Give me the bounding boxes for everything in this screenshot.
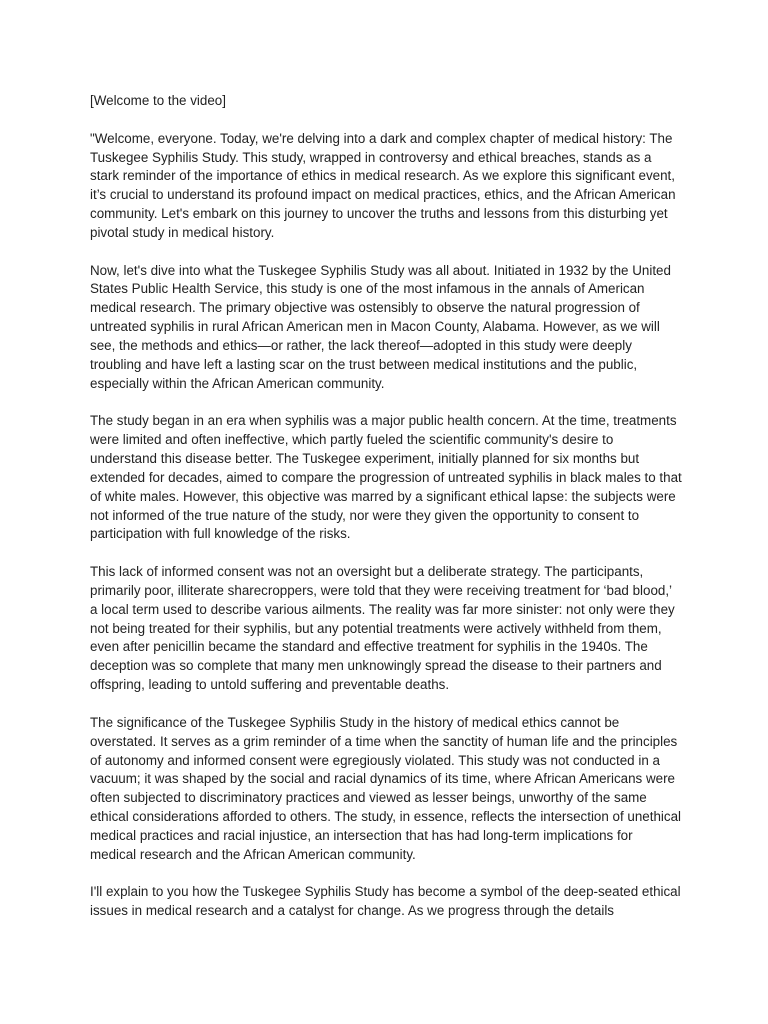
paragraph-intro-marker: [Welcome to the video] [90, 93, 226, 108]
document-page [90, 92, 682, 940]
paragraph-significance: The significance of the Tuskegee Syphilis Study in the history of medical ethics cannot be overstated. It serves as a grim reminder of a time when the sanctity of human life and the principles of autonomy and informed consent were egregiously violated. This study was not conducted in a vacuum; it was shaped by the social and racial dynamics of its time, where African Americans were often subjected to discriminatory practices and viewed as lesser beings, unworthy of the same ethical considerations afforded to others. The study, in essence, reflects the intersection of unethical medical practices and racial injustice, an intersection that has had long-term implications for medical research and the African American community. [90, 714, 682, 862]
paragraph-symbol: I'll explain to you how the Tuskegee Syphilis Study has become a symbol of the deep-seated ethical issues in medical research and a catalyst for change. As we progress through the details [90, 884, 681, 919]
paragraph-welcome: "Welcome, everyone. Today, we're delving into a dark and complex chapter of medical history: The Tuskegee Syphilis Study. This study, wrapped in controversy and ethical breaches, stands as a stark reminder of the importance of ethics in medical research. As we explore this significant event, it’s crucial to understand its profound impact on medical practices, ethics, and the African American community. Let's embark on this journey to uncover the truths and lessons from this disturbing yet pivotal study in medical history. [90, 130, 676, 240]
paragraph-study-background: The study began in an era when syphilis was a major public health concern. At the time, treatments were limited and often ineffective, which partly fueled the scientific community's desire to understand this disease better. The Tuskegee experiment, initially planned for six months but extended for decades, aimed to compare the progression of untreated syphilis in black males to that of white males. However, this objective was marred by a significant ethical lapse: the subjects were not informed of the true nature of the study, nor were they given the opportunity to consent to participation with full knowledge of the risks. [90, 413, 682, 542]
paragraph-study-overview: Now, let's dive into what the Tuskegee Syphilis Study was all about. Initiated in 1932 by the United States Public Health Service, this study is one of the most infamous in the annals of American medical research. The primary objective was ostensibly to observe the natural progression of untreated syphilis in rural African American men in Macon County, Alabama. However, as we will see, the methods and ethics—or rather, the lack thereof—adopted in this study were deeply troubling and have left a lasting scar on the trust between medical institutions and the public, especially within the African American community. [90, 262, 671, 391]
paragraph-informed-consent: This lack of informed consent was not an oversight but a deliberate strategy. The participants, primarily poor, illiterate sharecroppers, were told that they were receiving treatment for ‘bad blood,’ a local term used to describe various ailments. The reality was far more sinister: not only were they not being treated for their syphilis, but any potential treatments were actively withheld from them, even after penicillin became the standard and effective treatment for syphilis in the 1940s. The deception was so complete that many men unknowingly spread the disease to their partners and offspring, leading to untold suffering and preventable deaths. [90, 564, 675, 693]
